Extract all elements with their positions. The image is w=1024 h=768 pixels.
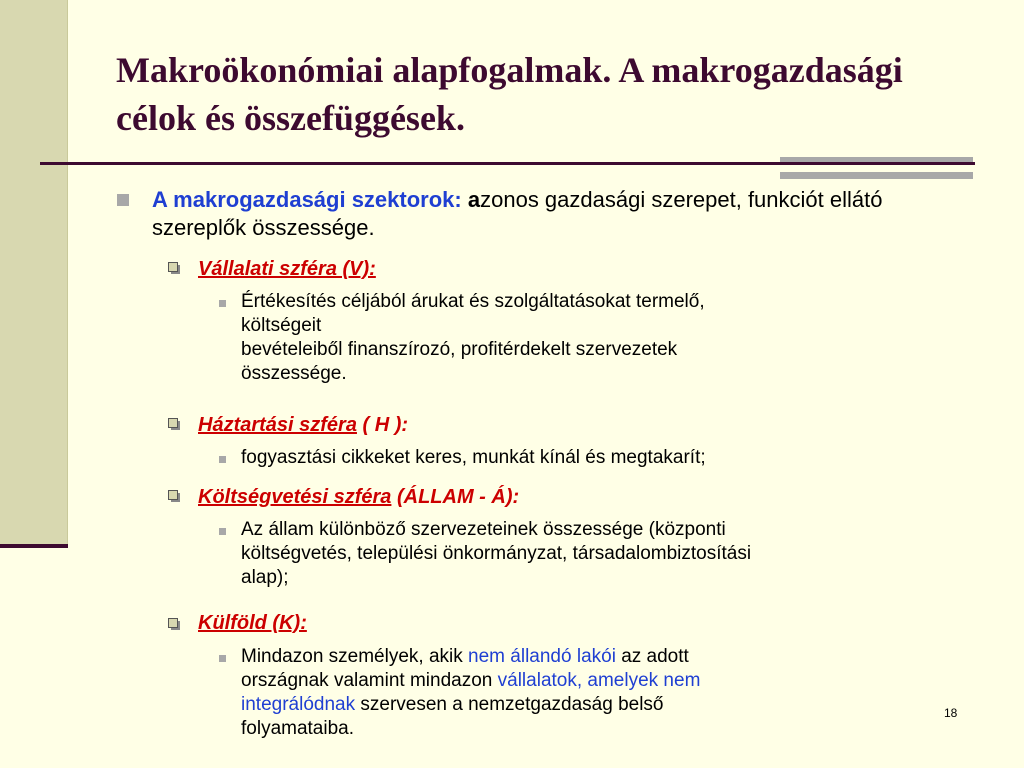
small-square-bullet-icon bbox=[219, 655, 226, 662]
sector-label: Költségvetési szféra bbox=[198, 486, 392, 508]
small-square-bullet-icon bbox=[219, 300, 226, 307]
slide-title: Makroökonómiai alapfogalmak. A makrogazdasági célok és összefüggések. bbox=[116, 50, 903, 138]
sector-extra: ( H ): bbox=[356, 414, 409, 436]
small-square-bullet-icon bbox=[219, 456, 226, 463]
desc-line: költségeit bbox=[241, 315, 322, 336]
sector-desc-haztartasi bbox=[241, 446, 941, 470]
highlight-text: nem állandó lakói bbox=[468, 646, 616, 667]
sector-label: Külföld (K): bbox=[198, 612, 307, 634]
sector-extra: (ÁLLAM - Á): bbox=[391, 486, 520, 508]
sector-heading-haztartasi bbox=[198, 412, 958, 438]
sector-label: Háztartási szféra bbox=[198, 414, 357, 436]
desc-line: bevételeiből finanszírozó, profitérdekelt szervezetek bbox=[241, 339, 678, 360]
main-bullet bbox=[152, 186, 952, 242]
square-bullet-icon bbox=[117, 194, 129, 206]
main-heading: A makrogazdasági szektorok: bbox=[152, 187, 462, 212]
sector-desc-koltsegvetesi bbox=[241, 518, 941, 590]
sector-label: Vállalati szféra (V): bbox=[198, 258, 376, 280]
desc-line: összessége. bbox=[241, 363, 347, 384]
highlight-text: vállalatok, amelyek nem bbox=[497, 670, 701, 691]
checkbox-bullet-icon bbox=[168, 490, 178, 500]
text-part: szervesen a nemzetgazdaság belső bbox=[355, 694, 664, 715]
desc-line: Az állam különböző szervezeteinek összessége (központi bbox=[241, 519, 726, 540]
desc-line bbox=[241, 669, 941, 693]
text-part: folyamataiba. bbox=[241, 718, 355, 739]
checkbox-bullet-icon bbox=[168, 262, 178, 272]
sector-heading-vallalati bbox=[198, 256, 958, 282]
main-text-first: a bbox=[467, 187, 481, 212]
text-part: Mindazon személyek, akik bbox=[241, 646, 469, 667]
small-square-bullet-icon bbox=[219, 528, 226, 535]
main-text: zonos gazdasági szerepet, funkciót ellátó szereplők összessége. bbox=[152, 187, 883, 240]
desc-line: Értékesítés céljából árukat és szolgáltatásokat termelő, bbox=[241, 291, 705, 312]
desc-line: alap); bbox=[241, 567, 289, 588]
desc-line: költségvetés, települési önkormányzat, társadalombiztosítási bbox=[241, 543, 752, 564]
checkbox-bullet-icon bbox=[168, 418, 178, 428]
desc-line bbox=[241, 717, 941, 741]
desc-line: fogyasztási cikkeket keres, munkát kínál és megtakarít; bbox=[241, 447, 706, 468]
sector-desc-kulfold bbox=[241, 645, 941, 741]
desc-line bbox=[241, 645, 941, 669]
desc-line bbox=[241, 693, 941, 717]
highlight-text: integrálódnak bbox=[241, 694, 356, 715]
sector-desc-vallalati bbox=[241, 290, 941, 386]
sector-heading-kulfold bbox=[198, 610, 958, 636]
page-number: 18 bbox=[944, 706, 958, 720]
checkbox-bullet-icon bbox=[168, 618, 178, 628]
text-part: az adott bbox=[615, 646, 689, 667]
text-part: országnak valamint mindazon bbox=[241, 670, 498, 691]
sector-heading-koltsegvetesi bbox=[198, 484, 958, 510]
